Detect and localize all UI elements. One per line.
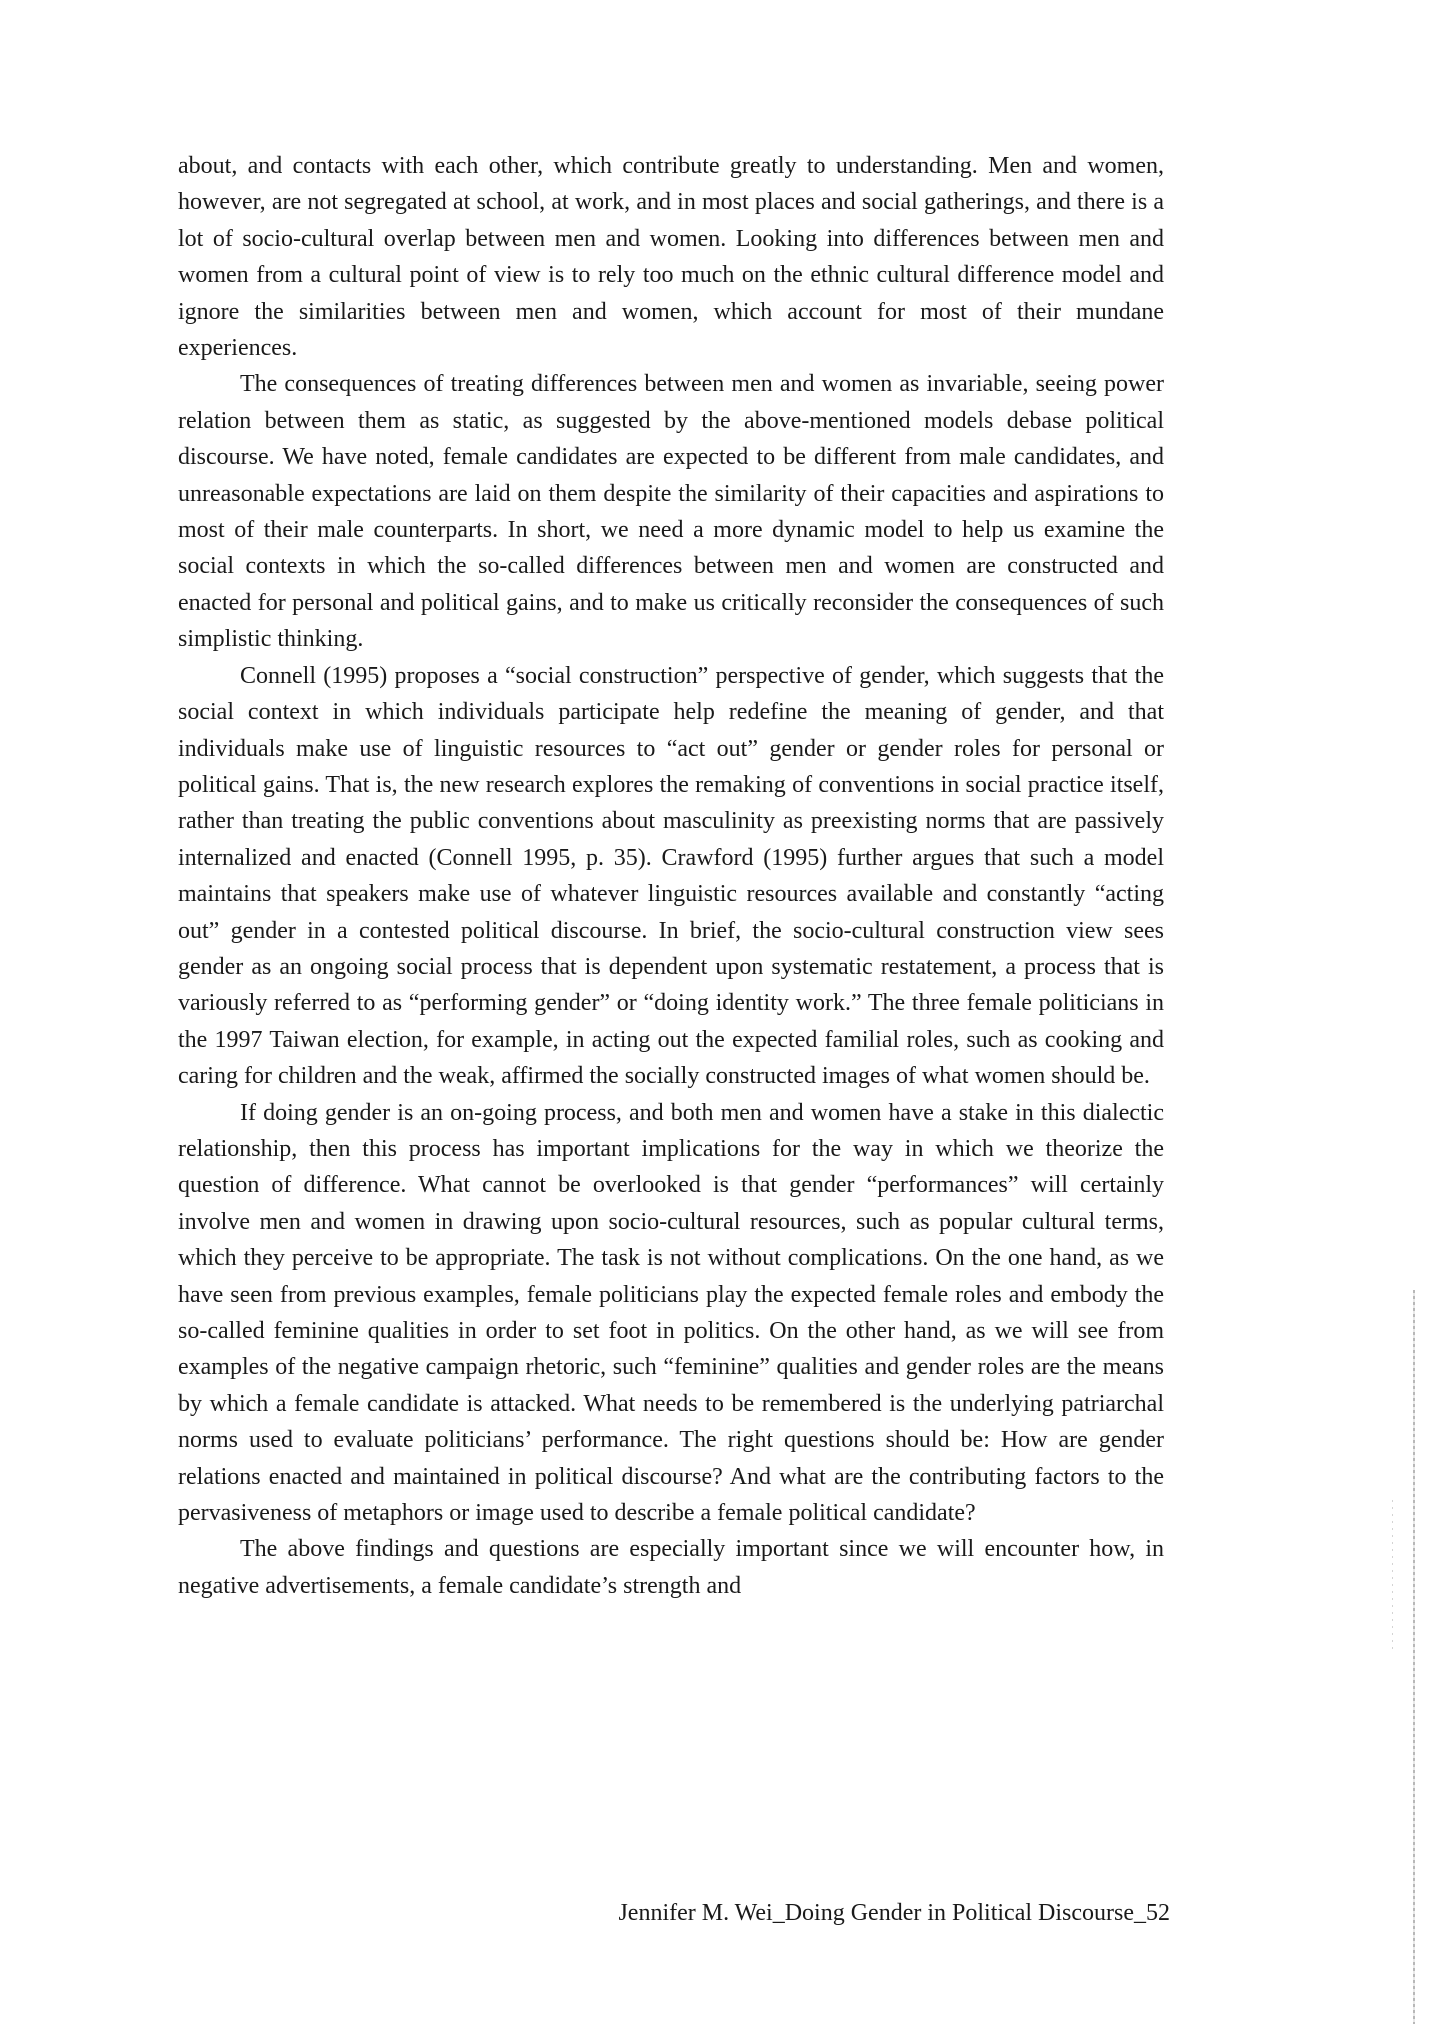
paragraph-connell: Connell (1995) proposes a “social construction” perspective of gender, which suggests that the social context in which individuals participate help redefine the meaning of gender, and that individuals make use of linguistic resources to “act out” gender or gender roles for personal or political gains. That is, the new research explores the remaking of conventions in social practice itself, rather than treating the public conventions about masculinity as preexisting norms that are passively internalized and enacted (Connell 1995, p. 35). Crawford (1995) further argues that such a model maintains that speakers make use of whatever linguistic resources available and constantly “acting out” gender in a contested political discourse. In brief, the socio-cultural construction view sees gender as an ongoing social process that is dependent upon systematic restatement, a process that is variously referred to as “performing gender” or “doing identity work.” The three female politicians in the 1997 Taiwan election, for example, in acting out the expected familial roles, such as cooking and caring for children and the weak, affirmed the socially constructed images of what women should be. — [178, 662, 1164, 1090]
scan-edge-artifact — [1413, 1290, 1415, 2024]
page-footer: Jennifer M. Wei_Doing Gender in Political Discourse_52 — [618, 1900, 1170, 1926]
body-text — [178, 148, 1164, 1604]
paragraph-continued: about, and contacts with each other, which contribute greatly to understanding. Men and women, however, are not segregated at school, at work, and in most places and social gatherings, and there is a lot of socio-cultural overlap between men and women. Looking into differences between men and women from a cultural point of view is to rely too much on the ethnic cultural difference model and ignore the similarities between men and women, which account for most of their mundane experiences. — [178, 153, 1164, 362]
paragraph-doing-gender: If doing gender is an on-going process, and both men and women have a stake in this dialectic relationship, then this process has important implications for the way in which we theorize the question of difference. What cannot be overlooked is that gender “performances” will certainly involve men and women in drawing upon socio-cultural resources, such as popular cultural terms, which they perceive to be appropriate. The task is not without complications. On the one hand, as we have seen from previous examples, female politicians play the expected female roles and embody the so-called feminine qualities in order to set foot in politics. On the other hand, as we will see from examples of the negative campaign rhetoric, such “feminine” qualities and gender roles are the means by which a female candidate is attacked. What needs to be remembered is the underlying patriarchal norms used to evaluate politicians’ performance. The right questions should be: How are gender relations enacted and maintained in political discourse? And what are the contributing factors to the pervasiveness of metaphors or image used to describe a female political candidate? — [178, 1099, 1164, 1527]
paragraph-findings: The above findings and questions are especially important since we will encounter how, in negative advertisements, a female candidate’s strength and — [178, 1536, 1164, 1599]
paragraph-consequences: The consequences of treating differences between men and women as invariable, seeing power relation between them as static, as suggested by the above-mentioned models debase political discourse. We have noted, female candidates are expected to be different from male candidates, and unreasonable expectations are laid on them despite the similarity of their capacities and aspirations to most of their male counterparts. In short, we need a more dynamic model to help us examine the social contexts in which the so-called differences between men and women are constructed and enacted for personal and political gains, and to make us critically reconsider the consequences of such simplistic thinking. — [178, 371, 1164, 653]
scan-edge-artifact-secondary — [1392, 1500, 1393, 1650]
